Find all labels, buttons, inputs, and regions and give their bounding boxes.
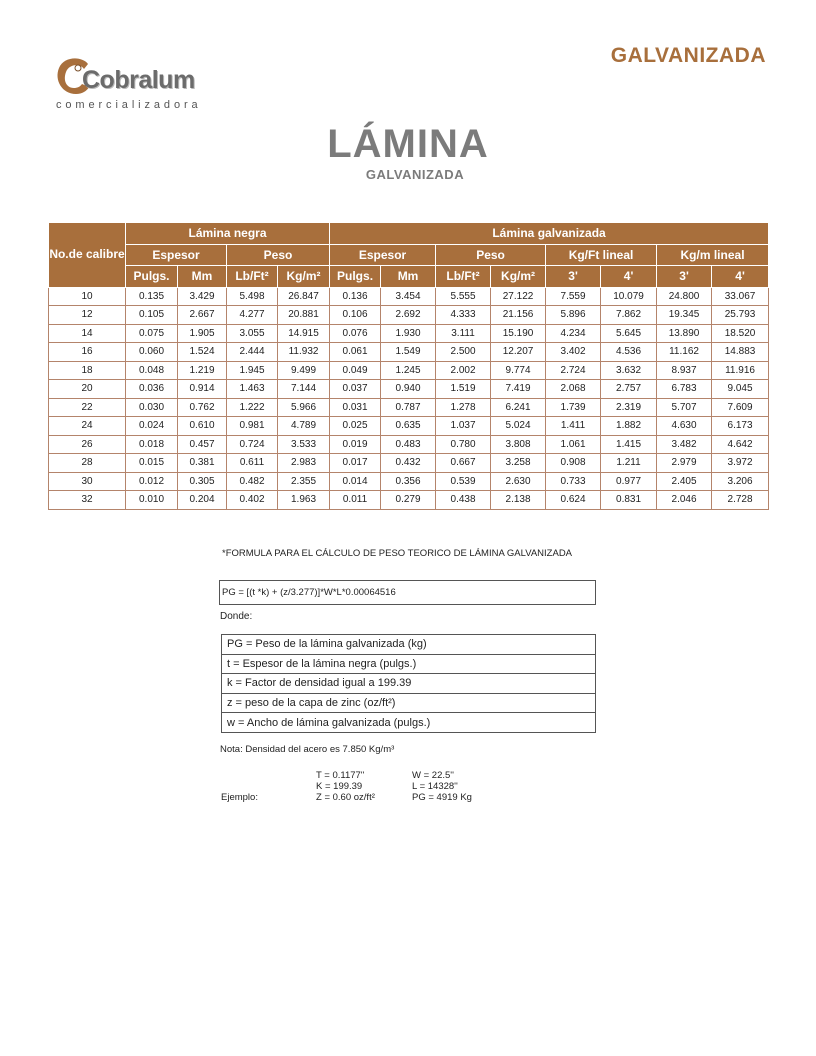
definition-row — [222, 713, 596, 733]
table-cell: 0.438 — [436, 491, 491, 510]
table-cell: 0.076 — [330, 324, 381, 343]
table-cell: 2.138 — [491, 491, 546, 510]
table-cell: 1.219 — [178, 361, 227, 380]
table-cell: 0.724 — [227, 435, 278, 454]
table-cell: 0.831 — [601, 491, 657, 510]
table-cell: 0.977 — [601, 472, 657, 491]
table-cell: 18.520 — [712, 324, 769, 343]
definitions-table — [221, 634, 596, 733]
units-row — [49, 266, 769, 288]
definition-text: k = Factor de densidad igual a 199.39 — [222, 674, 596, 694]
table-cell: 2.046 — [657, 491, 712, 510]
table-cell: 0.914 — [178, 380, 227, 399]
table-cell: 0.075 — [126, 324, 178, 343]
table-cell: 0.611 — [227, 454, 278, 473]
calibre-cell: 14 — [49, 324, 126, 343]
unit-header: 3' — [657, 266, 712, 288]
definition-row — [222, 693, 596, 713]
table-cell: 0.432 — [381, 454, 436, 473]
calibre-cell: 20 — [49, 380, 126, 399]
table-cell: 9.774 — [491, 361, 546, 380]
group-header-galvanizada: Lámina galvanizada — [330, 223, 769, 245]
unit-header: 4' — [712, 266, 769, 288]
table-cell: 0.017 — [330, 454, 381, 473]
table-cell: 0.610 — [178, 417, 227, 436]
unit-header: 4' — [601, 266, 657, 288]
unit-header: Mm — [178, 266, 227, 288]
table-cell: 0.381 — [178, 454, 227, 473]
page-title: LÁMINA — [327, 122, 489, 166]
group-header-negra: Lámina negra — [126, 223, 330, 245]
table-cell: 0.105 — [126, 306, 178, 325]
table-cell: 3.111 — [436, 324, 491, 343]
table-cell: 4.642 — [712, 435, 769, 454]
example-value: K = 199.39 — [316, 781, 363, 792]
table-cell: 21.156 — [491, 306, 546, 325]
example-value: L = 14328'' — [412, 781, 458, 792]
unit-header: Pulgs. — [330, 266, 381, 288]
table-cell: 6.783 — [657, 380, 712, 399]
table-cell: 0.762 — [178, 398, 227, 417]
table-cell: 3.258 — [491, 454, 546, 473]
table-cell: 1.463 — [227, 380, 278, 399]
table-cell: 5.896 — [546, 306, 601, 325]
table-cell: 15.190 — [491, 324, 546, 343]
unit-header: Lb/Ft² — [436, 266, 491, 288]
table-cell: 1.549 — [381, 343, 436, 362]
table-cell: 2.757 — [601, 380, 657, 399]
table-cell: 1.739 — [546, 398, 601, 417]
table-cell: 1.411 — [546, 417, 601, 436]
calibre-cell: 26 — [49, 435, 126, 454]
table-cell: 0.031 — [330, 398, 381, 417]
table-row — [49, 454, 769, 473]
calibre-cell: 30 — [49, 472, 126, 491]
table-cell: 1.222 — [227, 398, 278, 417]
table-cell: 26.847 — [278, 287, 330, 306]
table-cell: 2.667 — [178, 306, 227, 325]
example-label: Ejemplo: — [221, 792, 258, 803]
table-cell: 1.930 — [381, 324, 436, 343]
table-cell: 14.883 — [712, 343, 769, 362]
table-cell: 3.972 — [712, 454, 769, 473]
table-cell: 1.278 — [436, 398, 491, 417]
table-cell: 3.632 — [601, 361, 657, 380]
example-column-2 — [412, 770, 472, 803]
table-cell: 0.010 — [126, 491, 178, 510]
table-cell: 1.524 — [178, 343, 227, 362]
specs-table-body — [49, 287, 769, 509]
table-cell: 0.012 — [126, 472, 178, 491]
table-cell: 0.667 — [436, 454, 491, 473]
table-cell: 0.457 — [178, 435, 227, 454]
table-cell: 0.204 — [178, 491, 227, 510]
table-cell: 4.234 — [546, 324, 601, 343]
table-cell: 5.498 — [227, 287, 278, 306]
table-cell: 1.945 — [227, 361, 278, 380]
table-cell: 33.067 — [712, 287, 769, 306]
table-cell: 3.402 — [546, 343, 601, 362]
table-cell: 1.415 — [601, 435, 657, 454]
table-row — [49, 417, 769, 436]
formula-expression: PG = [(t *k) + (z/3.277)]*W*L*0.00064516 — [219, 580, 596, 605]
table-cell: 0.624 — [546, 491, 601, 510]
subheader-espesor: Espesor — [126, 244, 227, 266]
subheader-kg-ft-lineal: Kg/Ft lineal — [546, 244, 657, 266]
table-cell: 0.061 — [330, 343, 381, 362]
table-cell: 0.036 — [126, 380, 178, 399]
logo-wordmark: Cobralum — [82, 66, 195, 94]
table-cell: 0.014 — [330, 472, 381, 491]
table-cell: 12.207 — [491, 343, 546, 362]
table-cell: 2.444 — [227, 343, 278, 362]
page-subtitle: GALVANIZADA — [365, 167, 465, 182]
table-cell: 7.559 — [546, 287, 601, 306]
unit-header: Kg/m² — [278, 266, 330, 288]
calibre-cell: 32 — [49, 491, 126, 510]
table-cell: 2.319 — [601, 398, 657, 417]
table-cell: 1.061 — [546, 435, 601, 454]
table-cell: 8.937 — [657, 361, 712, 380]
table-cell: 6.241 — [491, 398, 546, 417]
definition-text: z = peso de la capa de zinc (oz/ft²) — [222, 693, 596, 713]
density-note: Nota: Densidad del acero es 7.850 Kg/m³ — [220, 744, 395, 755]
table-cell: 0.733 — [546, 472, 601, 491]
table-cell: 5.555 — [436, 287, 491, 306]
table-row — [49, 380, 769, 399]
table-cell: 1.882 — [601, 417, 657, 436]
category-title: GALVANIZADA — [610, 44, 766, 67]
table-row — [49, 361, 769, 380]
table-cell: 2.728 — [712, 491, 769, 510]
table-cell: 3.454 — [381, 287, 436, 306]
table-cell: 20.881 — [278, 306, 330, 325]
table-cell: 0.018 — [126, 435, 178, 454]
table-cell: 0.037 — [330, 380, 381, 399]
table-cell: 0.019 — [330, 435, 381, 454]
calibre-cell: 28 — [49, 454, 126, 473]
table-cell: 14.915 — [278, 324, 330, 343]
table-cell: 11.162 — [657, 343, 712, 362]
table-cell: 0.635 — [381, 417, 436, 436]
subheader-kg-m-lineal: Kg/m lineal — [657, 244, 769, 266]
table-cell: 13.890 — [657, 324, 712, 343]
table-cell: 11.932 — [278, 343, 330, 362]
table-cell: 0.136 — [330, 287, 381, 306]
table-cell: 4.333 — [436, 306, 491, 325]
table-cell: 1.037 — [436, 417, 491, 436]
subheader-peso: Peso — [227, 244, 330, 266]
specs-table — [48, 222, 769, 510]
calibre-header: No.de calibre — [49, 223, 126, 288]
subheader-espesor: Espesor — [330, 244, 436, 266]
definition-row — [222, 674, 596, 694]
table-cell: 25.793 — [712, 306, 769, 325]
table-cell: 0.024 — [126, 417, 178, 436]
table-cell: 0.048 — [126, 361, 178, 380]
calibre-cell: 10 — [49, 287, 126, 306]
table-cell: 1.963 — [278, 491, 330, 510]
formula-note: *FORMULA PARA EL CÁLCULO DE PESO TEORICO DE LÁMINA GALVANIZADA — [222, 548, 573, 559]
definition-text: w = Ancho de lámina galvanizada (pulgs.) — [222, 713, 596, 733]
table-cell: 0.940 — [381, 380, 436, 399]
table-cell: 5.024 — [491, 417, 546, 436]
unit-header: Lb/Ft² — [227, 266, 278, 288]
calibre-cell: 18 — [49, 361, 126, 380]
definition-row — [222, 635, 596, 655]
table-cell: 2.355 — [278, 472, 330, 491]
table-row — [49, 435, 769, 454]
table-cell: 3.808 — [491, 435, 546, 454]
logo-subtitle: comercializadora — [56, 99, 202, 111]
table-cell: 0.539 — [436, 472, 491, 491]
example-value: Z = 0.60 oz/ft² — [316, 792, 375, 803]
table-cell: 9.045 — [712, 380, 769, 399]
example-value: PG = 4919 Kg — [412, 792, 472, 803]
table-cell: 27.122 — [491, 287, 546, 306]
table-cell: 0.356 — [381, 472, 436, 491]
table-cell: 1.211 — [601, 454, 657, 473]
table-cell: 7.144 — [278, 380, 330, 399]
calibre-cell: 24 — [49, 417, 126, 436]
table-cell: 2.630 — [491, 472, 546, 491]
table-cell: 4.789 — [278, 417, 330, 436]
example-value: T = 0.1177'' — [316, 770, 365, 781]
subheader-peso: Peso — [436, 244, 546, 266]
table-cell: 4.536 — [601, 343, 657, 362]
table-cell: 11.916 — [712, 361, 769, 380]
table-cell: 2.405 — [657, 472, 712, 491]
definition-text: PG = Peso de la lámina galvanizada (kg) — [222, 635, 596, 655]
table-cell: 1.519 — [436, 380, 491, 399]
table-cell: 3.429 — [178, 287, 227, 306]
calibre-cell: 12 — [49, 306, 126, 325]
table-row — [49, 472, 769, 491]
definition-row — [222, 654, 596, 674]
table-cell: 4.277 — [227, 306, 278, 325]
example-column-1 — [316, 770, 375, 803]
table-cell: 0.780 — [436, 435, 491, 454]
table-cell: 4.630 — [657, 417, 712, 436]
unit-header: Pulgs. — [126, 266, 178, 288]
table-row — [49, 343, 769, 362]
table-cell: 1.905 — [178, 324, 227, 343]
table-cell: 0.060 — [126, 343, 178, 362]
table-cell: 7.862 — [601, 306, 657, 325]
table-row — [49, 491, 769, 510]
table-cell: 0.030 — [126, 398, 178, 417]
table-cell: 0.279 — [381, 491, 436, 510]
table-cell: 2.692 — [381, 306, 436, 325]
table-cell: 2.068 — [546, 380, 601, 399]
table-cell: 2.002 — [436, 361, 491, 380]
calibre-cell: 16 — [49, 343, 126, 362]
table-cell: 2.500 — [436, 343, 491, 362]
table-cell: 2.979 — [657, 454, 712, 473]
table-cell: 0.981 — [227, 417, 278, 436]
company-logo — [54, 52, 224, 118]
table-cell: 0.908 — [546, 454, 601, 473]
donde-label: Donde: — [220, 611, 253, 622]
table-cell: 0.135 — [126, 287, 178, 306]
table-cell: 1.245 — [381, 361, 436, 380]
table-cell: 0.483 — [381, 435, 436, 454]
table-cell: 0.402 — [227, 491, 278, 510]
table-cell: 6.173 — [712, 417, 769, 436]
table-cell: 10.079 — [601, 287, 657, 306]
table-cell: 7.609 — [712, 398, 769, 417]
unit-header: Kg/m² — [491, 266, 546, 288]
table-cell: 5.966 — [278, 398, 330, 417]
table-cell: 0.305 — [178, 472, 227, 491]
unit-header: 3' — [546, 266, 601, 288]
table-cell: 0.787 — [381, 398, 436, 417]
table-cell: 0.025 — [330, 417, 381, 436]
table-cell: 5.645 — [601, 324, 657, 343]
table-row — [49, 398, 769, 417]
unit-header: Mm — [381, 266, 436, 288]
table-cell: 0.482 — [227, 472, 278, 491]
table-cell: 3.533 — [278, 435, 330, 454]
table-cell: 2.724 — [546, 361, 601, 380]
calibre-cell: 22 — [49, 398, 126, 417]
table-cell: 2.983 — [278, 454, 330, 473]
table-cell: 3.206 — [712, 472, 769, 491]
table-cell: 3.482 — [657, 435, 712, 454]
table-cell: 0.015 — [126, 454, 178, 473]
table-cell: 0.049 — [330, 361, 381, 380]
table-cell: 0.106 — [330, 306, 381, 325]
table-row — [49, 306, 769, 325]
table-row — [49, 287, 769, 306]
example-value: W = 22.5'' — [412, 770, 454, 781]
table-cell: 9.499 — [278, 361, 330, 380]
table-cell: 5.707 — [657, 398, 712, 417]
table-cell: 24.800 — [657, 287, 712, 306]
table-cell: 3.055 — [227, 324, 278, 343]
table-cell: 0.011 — [330, 491, 381, 510]
table-cell: 7.419 — [491, 380, 546, 399]
table-cell: 19.345 — [657, 306, 712, 325]
definition-text: t = Espesor de la lámina negra (pulgs.) — [222, 654, 596, 674]
table-row — [49, 324, 769, 343]
